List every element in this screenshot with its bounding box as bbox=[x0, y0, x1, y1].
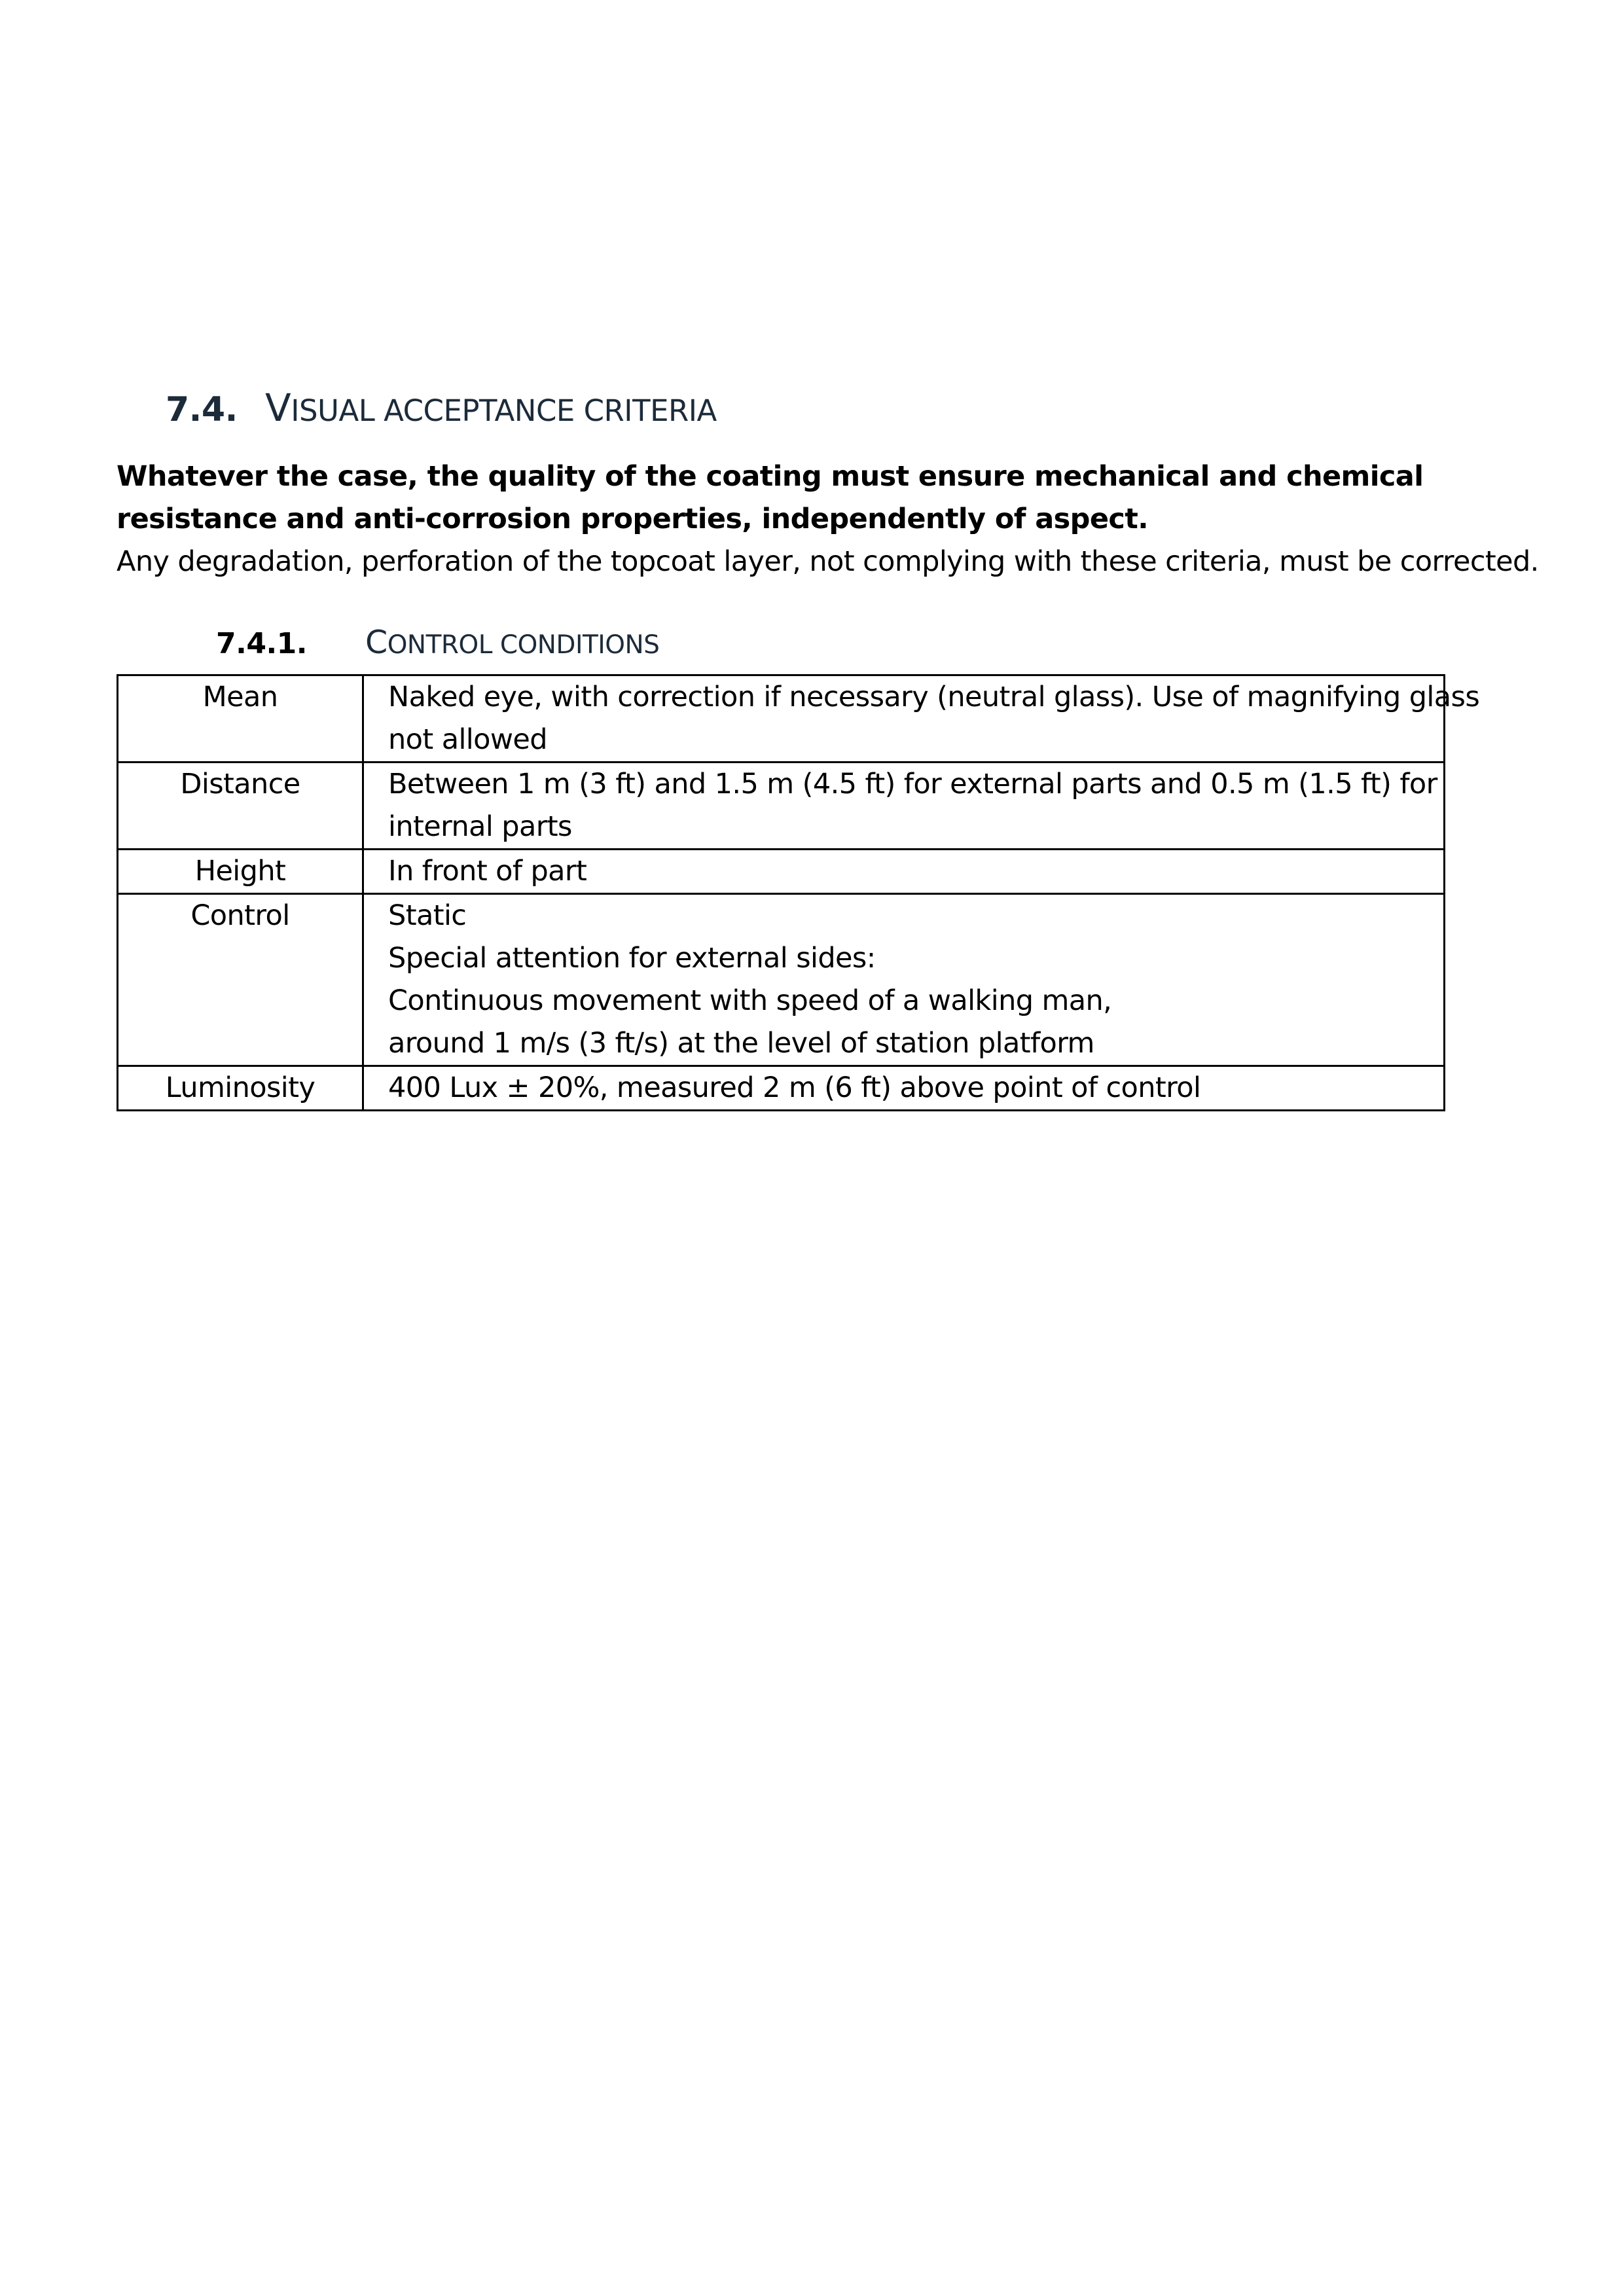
table-row-luminosity bbox=[118, 1066, 1445, 1111]
row-value-line: 400 Lux ± 20%, measured 2 m (6 ft) above point of control bbox=[388, 1071, 1201, 1104]
section-number: 7.4. bbox=[166, 390, 238, 429]
section-title-initial: V bbox=[265, 386, 291, 430]
intro-bold-paragraph: Whatever the case, the quality of the coating must ensure mechanical and chemical resistance and anti-corrosion properties, independently of aspect. bbox=[117, 460, 1424, 535]
row-value bbox=[363, 850, 1445, 894]
row-value-line: Static bbox=[388, 899, 467, 932]
subsection-title bbox=[365, 624, 660, 661]
row-value bbox=[363, 675, 1480, 762]
row-label: Luminosity bbox=[118, 1066, 363, 1111]
row-label: Mean bbox=[118, 675, 363, 762]
section-title bbox=[265, 386, 717, 430]
subsection-number: 7.4.1. bbox=[216, 627, 307, 660]
row-value-line: Special attention for external sides: bbox=[388, 942, 876, 975]
section-title-rest: ISUAL ACCEPTANCE CRITERIA bbox=[291, 393, 717, 428]
row-label: Height bbox=[118, 850, 363, 894]
subsection-title-initial: C bbox=[365, 624, 388, 661]
row-value-line: Continuous movement with speed of a walking man, bbox=[388, 984, 1112, 1017]
row-value bbox=[363, 762, 1445, 850]
subsection-title-rest: ONTROL CONDITIONS bbox=[387, 630, 660, 660]
intro-paragraph: Any degradation, perforation of the topcoat layer, not complying with these criteria, must be corrected. bbox=[117, 545, 1539, 578]
table-row-mean bbox=[118, 675, 1445, 762]
control-conditions-table bbox=[117, 674, 1480, 1111]
row-label: Control bbox=[118, 894, 363, 1066]
row-value-line: In front of part bbox=[388, 855, 587, 888]
row-value-line: not allowed bbox=[388, 723, 547, 756]
row-value-line: Naked eye, with correction if necessary (neutral glass). Use of magnifying glass bbox=[388, 681, 1480, 713]
row-label: Distance bbox=[118, 762, 363, 850]
row-value bbox=[363, 1066, 1445, 1111]
table-row-control bbox=[118, 894, 1445, 1066]
row-value-line: internal parts bbox=[388, 810, 572, 843]
section-heading bbox=[166, 385, 717, 434]
row-value-line: Between 1 m (3 ft) and 1.5 m (4.5 ft) for external parts and 0.5 m (1.5 ft) for bbox=[388, 768, 1437, 800]
table-row-distance bbox=[118, 762, 1445, 850]
table-row-height bbox=[118, 850, 1445, 894]
row-value-line: around 1 m/s (3 ft/s) at the level of station platform bbox=[388, 1027, 1094, 1060]
subsection-heading bbox=[216, 622, 659, 666]
row-value bbox=[363, 894, 1445, 1066]
